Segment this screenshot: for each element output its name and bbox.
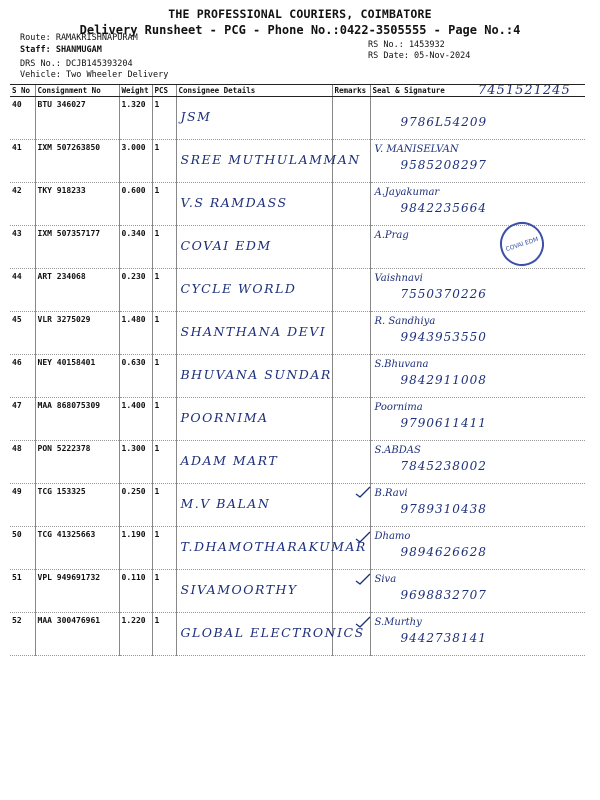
signature-name: V. MANISELVAN [374, 144, 459, 155]
table-row [10, 527, 585, 570]
row-signature-cell [370, 484, 585, 527]
row-weight: 1.480 [119, 312, 152, 355]
consignee-handwriting: POORNIMA [180, 410, 269, 425]
row-pcs: 1 [152, 398, 176, 441]
row-weight: 0.250 [119, 484, 152, 527]
row-pcs: 1 [152, 226, 176, 269]
row-consignment-no: MAA 300476961 [35, 613, 119, 656]
rs-number: RS No.: 1453932 [368, 40, 445, 50]
signature-name: S.Bhuvana [374, 359, 429, 370]
row-remarks [332, 269, 370, 312]
signature-name: Siva [374, 574, 397, 585]
row-sno: 42 [10, 183, 35, 226]
table-row [10, 441, 585, 484]
row-pcs: 1 [152, 355, 176, 398]
row-consignee-cell [176, 140, 361, 183]
row-remarks [332, 398, 370, 441]
row-consignee-cell [176, 441, 332, 484]
row-signature-cell [370, 613, 585, 656]
row-consignee-cell [176, 269, 332, 312]
consignee-handwriting: M.V BALAN [180, 496, 271, 511]
tick-mark-icon [355, 486, 371, 498]
tick-mark-icon [355, 531, 371, 543]
signature-phone: 9786L54209 [400, 115, 488, 129]
row-pcs: 1 [152, 613, 176, 656]
consignee-handwriting: SREE MUTHULAMMAN [180, 152, 361, 167]
signature-phone: 7550370226 [400, 287, 487, 301]
table-row [10, 312, 585, 355]
table-header-row [10, 85, 585, 97]
row-signature-cell [370, 355, 585, 398]
row-pcs: 1 [152, 140, 176, 183]
col-sno: S No [10, 85, 35, 97]
row-consignment-no: VLR 3275029 [35, 312, 119, 355]
consignee-handwriting: T.DHAMOTHARAKUMAR [180, 539, 367, 554]
row-sno: 52 [10, 613, 35, 656]
row-pcs: 1 [152, 441, 176, 484]
row-consignment-no: PON 5222378 [35, 441, 119, 484]
staff-label: Staff: SHANMUGAM [20, 45, 102, 55]
signature-name: A.Prag [374, 230, 409, 241]
row-signature-cell [370, 269, 585, 312]
row-consignment-no: ART 234068 [35, 269, 119, 312]
consignee-handwriting: SIVAMOORTHY [180, 582, 298, 597]
signature-phone: 7845238002 [400, 459, 487, 473]
row-signature-cell [370, 570, 585, 613]
row-weight: 0.600 [119, 183, 152, 226]
signature-phone: 9442738141 [400, 631, 487, 645]
tick-mark-icon [355, 616, 371, 628]
row-remarks [332, 183, 370, 226]
consignee-handwriting: CYCLE WORLD [180, 281, 297, 296]
row-weight: 0.340 [119, 226, 152, 269]
row-consignment-no: VPL 949691732 [35, 570, 119, 613]
signature-name: Vaishnavi [374, 273, 423, 284]
row-consignee-cell [176, 398, 332, 441]
row-sno: 48 [10, 441, 35, 484]
col-remarks: Remarks [332, 85, 370, 97]
row-pcs: 1 [152, 527, 176, 570]
row-signature-cell [370, 527, 585, 570]
col-pcs: PCS [152, 85, 176, 97]
row-sno: 50 [10, 527, 35, 570]
signature-name: B.Ravi [374, 488, 408, 499]
row-weight: 1.400 [119, 398, 152, 441]
company-title: THE PROFESSIONAL COURIERS, COIMBATORE [168, 7, 432, 21]
row-remarks [332, 226, 370, 269]
row-consignee-cell [176, 570, 332, 613]
tick-mark-icon [355, 573, 371, 585]
row-weight: 1.220 [119, 613, 152, 656]
row-consignee-cell [176, 183, 332, 226]
row-sno: 49 [10, 484, 35, 527]
drs-number: DRS No.: DCJB145393204 [20, 59, 133, 69]
table-row [10, 97, 585, 140]
row-pcs: 1 [152, 570, 176, 613]
row-signature-cell [370, 312, 585, 355]
table-row [10, 226, 585, 269]
row-pcs: 1 [152, 269, 176, 312]
col-seal-signature: Seal & Signature [370, 85, 585, 97]
table-row [10, 269, 585, 312]
table-row [10, 484, 585, 527]
col-weight: Weight [119, 85, 152, 97]
table-row [10, 183, 585, 226]
row-remarks [332, 441, 370, 484]
table-row [10, 613, 585, 656]
row-signature-cell [370, 441, 585, 484]
row-consignee-cell [176, 484, 332, 527]
row-sno: 43 [10, 226, 35, 269]
row-consignee-cell [176, 355, 332, 398]
row-weight: 1.300 [119, 441, 152, 484]
table-row [10, 398, 585, 441]
col-consignee-details: Consignee Details [176, 85, 332, 97]
table-row [10, 570, 585, 613]
signature-phone: 9842911008 [400, 373, 487, 387]
row-weight: 1.320 [119, 97, 152, 140]
table-row [10, 355, 585, 398]
consignee-handwriting: GLOBAL ELECTRONICS [180, 625, 365, 640]
row-sno: 47 [10, 398, 35, 441]
consignee-handwriting: ADAM MART [180, 453, 279, 468]
row-signature-cell [370, 183, 585, 226]
row-sno: 51 [10, 570, 35, 613]
row-consignment-no: NEY 40158401 [35, 355, 119, 398]
consignee-handwriting: V.S RAMDASS [180, 195, 288, 210]
row-weight: 3.000 [119, 140, 152, 183]
row-sno: 45 [10, 312, 35, 355]
row-consignee-cell [176, 97, 332, 140]
row-pcs: 1 [152, 312, 176, 355]
consignee-handwriting: COVAI EDM [180, 238, 272, 253]
top-scribble: 7451521245 [478, 83, 571, 98]
row-consignment-no: TKY 918233 [35, 183, 119, 226]
row-signature-cell [370, 140, 585, 183]
signature-phone: 9789310438 [400, 502, 487, 516]
row-consignment-no: TCG 153325 [35, 484, 119, 527]
row-weight: 0.230 [119, 269, 152, 312]
row-pcs: 1 [152, 183, 176, 226]
row-signature-cell [370, 226, 585, 269]
row-sno: 44 [10, 269, 35, 312]
row-sno: 46 [10, 355, 35, 398]
stamp-text: COVAI EDM [504, 235, 540, 253]
row-pcs: 1 [152, 97, 176, 140]
row-sno: 40 [10, 97, 35, 140]
signature-phone: 9842235664 [400, 201, 487, 215]
row-consignment-no: IXM 507357177 [35, 226, 119, 269]
signature-phone: 9790611411 [400, 416, 487, 430]
row-signature-cell [370, 398, 585, 441]
table-row [10, 140, 585, 183]
signature-phone: 9943953550 [400, 330, 487, 344]
signature-name: Dhamo [374, 531, 411, 542]
runsheet-subtitle: Delivery Runsheet - PCG - Phone No.:0422-3505555 - Page No.:4 [79, 23, 521, 37]
row-weight: 1.190 [119, 527, 152, 570]
row-consignment-no: TCG 41325663 [35, 527, 119, 570]
runsheet-table [10, 84, 585, 656]
consignee-handwriting: SHANTHANA DEVI [180, 324, 327, 339]
row-weight: 0.630 [119, 355, 152, 398]
row-consignee-cell [176, 312, 332, 355]
signature-name: S.Murthy [374, 617, 422, 628]
row-consignment-no: IXM 507263850 [35, 140, 119, 183]
signature-phone: 9585208297 [400, 158, 487, 172]
signature-name: A.Jayakumar [374, 187, 440, 198]
row-consignee-cell [176, 226, 332, 269]
signature-phone: 9894626628 [400, 545, 487, 559]
row-signature-cell [370, 97, 585, 140]
consignee-handwriting: JSM [180, 109, 212, 124]
row-sno: 41 [10, 140, 35, 183]
row-consignment-no: BTU 346027 [35, 97, 119, 140]
row-consignee-cell [176, 527, 367, 570]
signature-name: S.ABDAS [374, 445, 421, 456]
row-consignment-no: MAA 868075309 [35, 398, 119, 441]
col-consignment-no: Consignment No [35, 85, 119, 97]
rs-date: RS Date: 05-Nov-2024 [368, 51, 471, 61]
row-weight: 0.110 [119, 570, 152, 613]
signature-phone: 9698832707 [400, 588, 487, 602]
row-remarks [332, 312, 370, 355]
route-label: Route: RAMAKRISHNAPURAM [20, 33, 138, 43]
row-remarks [332, 97, 370, 140]
row-consignee-cell [176, 613, 365, 656]
signature-name: R. Sandhiya [374, 316, 436, 327]
consignee-handwriting: BHUVANA SUNDAR [180, 367, 332, 382]
row-remarks [332, 355, 370, 398]
signature-name: Poornima [374, 402, 423, 413]
vehicle-label: Vehicle: Two Wheeler Delivery [20, 70, 169, 80]
row-pcs: 1 [152, 484, 176, 527]
